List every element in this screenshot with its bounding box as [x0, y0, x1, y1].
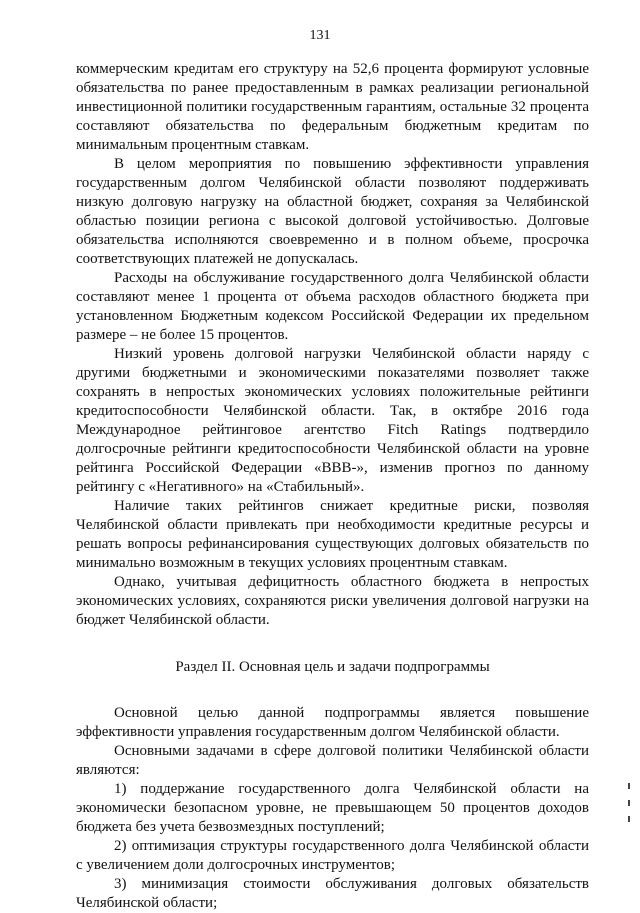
scan-artifact [628, 800, 630, 806]
list-item: 2) оптимизация структуры государственного долга Челябинской области с увеличением доли долгосрочных инструментов; [76, 838, 589, 873]
scan-artifact [628, 783, 630, 789]
list-item: 1) поддержание государственного долга Челябинской области на экономически безопасном уровне, не превышающем 50 процентов доходов бюджета без учета безвозмездных поступлений; [76, 781, 589, 835]
scan-artifact [628, 816, 630, 822]
page-number: 131 [309, 28, 331, 43]
list-item: 3) минимизация стоимости обслуживания долговых обязательств Челябинской области; [76, 876, 589, 911]
paragraph: Однако, учитывая дефицитность областного бюджета в непростых экономических условиях, сохраняются риски увеличения долговой нагрузки на бюджет Челябинской области. [76, 574, 589, 628]
paragraph-continuation: коммерческим кредитам его структуру на 52,6 процента формируют условные обязательства по ранее предоставленным в рамках реализации региональной инвестиционной политики государственным гарантиям, остальные 32 процента составляют обязательства по федеральным бюджетным кредитам по минимальным процентным ставкам. [76, 61, 589, 153]
paragraph: В целом мероприятия по повышению эффективности управления государственным долгом Челябинской области позволяют поддерживать низкую долговую нагрузку на областной бюджет, сохраняя за Челябинской областью позиции региона с высокой долговой устойчивостью. Долговые обязательства исполняются своевременно и в полном объеме, просрочка соответствующих платежей не допускалась. [76, 156, 589, 267]
paragraph: Основной целью данной подпрограммы является повышение эффективности управления государственным долгом Челябинской области. [76, 705, 589, 740]
paragraph: Расходы на обслуживание государственного долга Челябинской области составляют менее 1 процента от объема расходов областного бюджета при установленном Бюджетным кодексом Российской Федерации их предельном размере – не более 15 процентов. [76, 270, 589, 343]
paragraph: Основными задачами в сфере долговой политики Челябинской области являются: [76, 743, 589, 778]
section-heading: Раздел II. Основная цель и задачи подпрограммы [175, 659, 490, 675]
paragraph: Наличие таких рейтингов снижает кредитные риски, позволяя Челябинской области привлекать при необходимости кредитные ресурсы и решать вопросы рефинансирования существующих долговых обязательств по минимально возможным в текущих условиях процентным ставкам. [76, 498, 589, 571]
page-body [76, 60, 589, 913]
paragraph: Низкий уровень долговой нагрузки Челябинской области наряду с другими бюджетными и экономическими показателями позволяет также сохранять в непростых экономических условиях положительные рейтинги кредитоспособности Челябинской области. Так, в октябре 2016 года Международное рейтинговое агентство Fitch Ratings подтвердило долгосрочные рейтинги кредитоспособности Челябинской области на уровне рейтинга Российской Федерации «BBB-», изменив прогноз по данному рейтингу с «Негативного» на «Стабильный». [76, 346, 589, 495]
